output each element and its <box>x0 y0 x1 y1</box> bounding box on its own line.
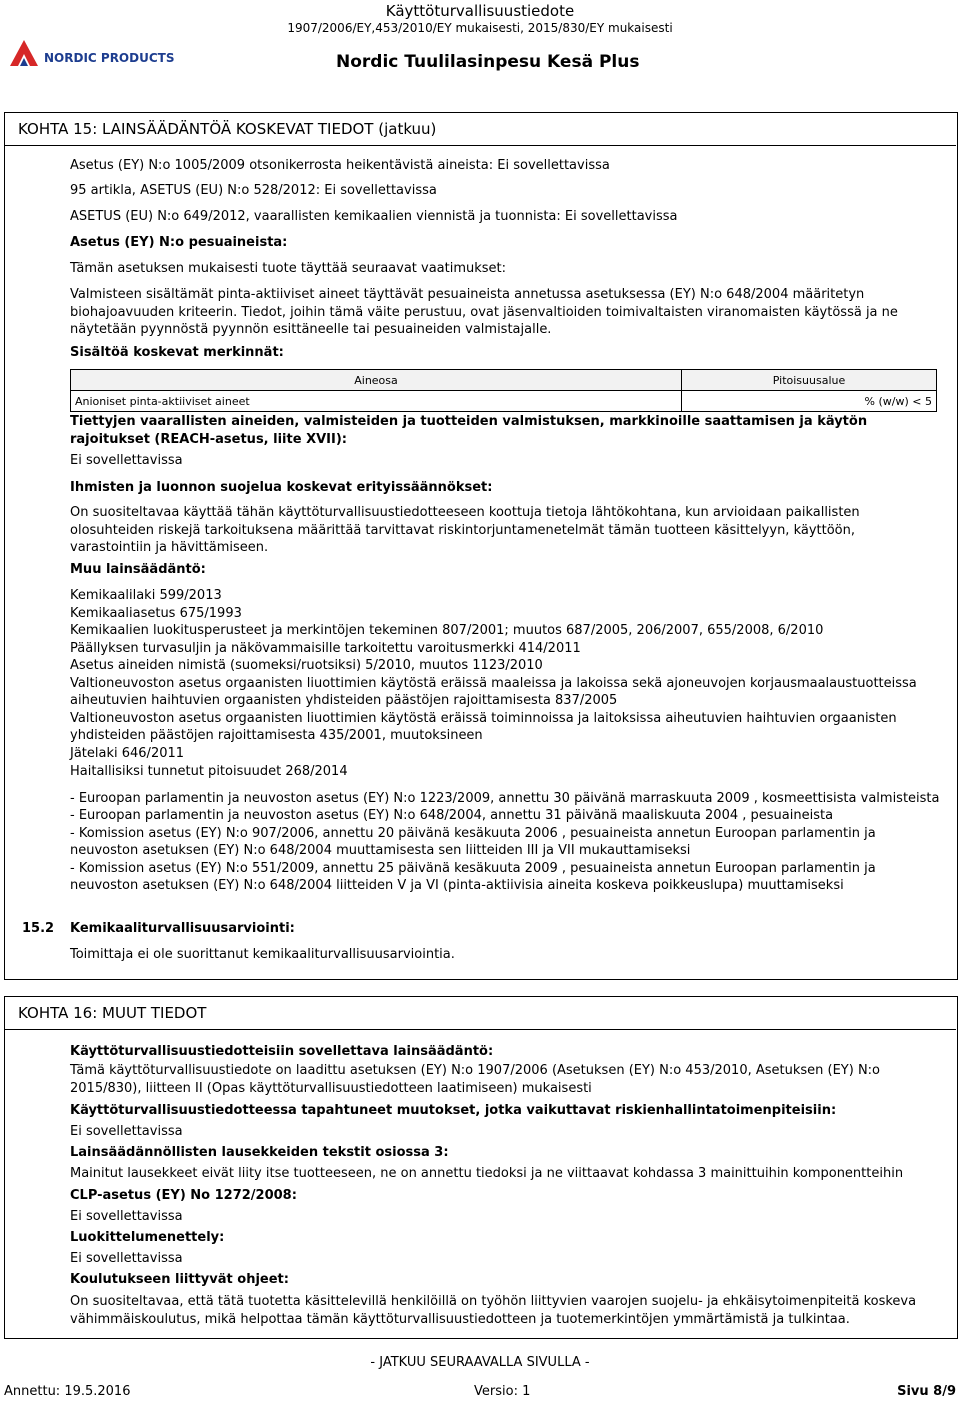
legislation-line: Haitallisiksi tunnetut pitoisuudet 268/2014 <box>70 764 348 779</box>
labelling-heading: Sisältöä koskevat merkinnät: <box>70 345 284 360</box>
nordic-products-logo <box>6 36 178 72</box>
section-16-title: KOHTA 16: MUUT TIEDOT <box>18 1004 207 1022</box>
legislation-line: Päällyksen turvasuljin ja näkövammaisille tarkoitettu varoitusmerkki 414/2011 <box>70 641 581 656</box>
subsection-number: 15.2 <box>22 921 55 936</box>
continue-note: - JATKUU SEURAAVALLA SIVULLA - <box>370 1355 590 1370</box>
section3-phrases-heading: Lainsäädännöllisten lausekkeiden tekstit osiossa 3: <box>70 1145 449 1160</box>
legislation-line: Jätelaki 646/2011 <box>70 746 185 761</box>
product-name: Nordic Tuulilasinpesu Kesä Plus <box>336 52 640 72</box>
issued-date: Annettu: 19.5.2016 <box>4 1384 131 1399</box>
section-15-title: KOHTA 15: LAINSÄÄDÄNTÖÄ KOSKEVAT TIEDOT (jatkuu) <box>18 120 437 138</box>
ingredients-table <box>70 369 937 412</box>
document-title: Käyttöturvallisuustiedote <box>385 2 575 20</box>
detergent-intro: Tämän asetuksen mukaisesti tuote täyttää seuraavat vaatimukset: <box>70 261 507 276</box>
eu-regulation-line: - Euroopan parlamentin ja neuvoston asetus (EY) N:o 1223/2009, annettu 30 päivänä marraskuuta 2009 , kosmeettisista valmisteista <box>70 791 940 806</box>
eu-regulation-line: neuvoston asetuksen (EY) N:o 648/2004 muuttamisesta sen liitteiden III ja VII mukauttamiseksi <box>70 843 691 858</box>
sds-legislation-text: Tämä käyttöturvallisuustiedote on laadittu asetuksen (EY) N:o 1907/2006 (Asetuksen (EY) N:o 453/2010, Asetuksen (EY) N:o 2015/830), liitteen II (Opas käyttöturvallisuustiedotteen laatimiseen) mukaisesti <box>70 1063 881 1096</box>
restrictions-heading: Tiettyjen vaarallisten aineiden, valmisteiden ja tuotteiden valmistuksen, markkinoille saattamisen ja käytön rajoitukset (REACH-asetus, liite XVII): <box>70 414 868 447</box>
table-header-concentration: Pitoisuusalue <box>682 370 937 391</box>
detergent-heading: Asetus (EY) N:o pesuaineista: <box>70 235 288 250</box>
version: Versio: 1 <box>474 1384 531 1399</box>
changes-value: Ei sovellettavissa <box>70 1124 183 1139</box>
subsection-heading: Kemikaaliturvallisuusarviointi: <box>70 921 295 936</box>
legislation-line: Kemikaaliasetus 675/1993 <box>70 606 242 621</box>
training-text: On suositeltavaa, että tätä tuotetta käsittelevillä henkilöillä on työhön liittyvien vaarojen suojelu- ja ehkäisytoimenpiteitä koskeva vähimmäiskoulutus, mikä helpottaa tämän käyttöturvallisuustiedotteen ja tuotemerkintöjen ymmärtämistä ja tulkintaa. <box>70 1294 917 1327</box>
changes-heading: Käyttöturvallisuustiedotteessa tapahtuneet muutokset, jotka vaikuttavat riskienhallintatoimenpiteisiin: <box>70 1103 837 1118</box>
ingredient-cell: Anioniset pinta-aktiiviset aineet <box>71 391 682 412</box>
classification-heading: Luokittelumenettely: <box>70 1230 225 1245</box>
table-header-ingredient: Aineosa <box>71 370 682 391</box>
clp-value: Ei sovellettavissa <box>70 1209 183 1224</box>
divider <box>4 1029 956 1030</box>
legislation-line: Kemikaalilaki 599/2013 <box>70 588 222 603</box>
sds-legislation-heading: Käyttöturvallisuustiedotteisiin sovellettava lainsäädäntö: <box>70 1044 494 1059</box>
detergent-text: Valmisteen sisältämät pinta-aktiiviset aineet täyttävät pesuaineista annetussa asetuksessa (EY) N:o 648/2004 määritetyn biohajoavuuden kriteerin. Tiedot, joihin tämä väite perustuu, ovat jäsenvaltioiden toimivaltaisten viranomaisten käytössä ja ne näytetään pyynnöstä pyynnön esittäneelle tai pesuaineiden valmistajalle. <box>70 287 898 337</box>
section3-phrases-text: Mainitut lausekkeet eivät liity itse tuotteeseen, ne on annettu tiedoksi ja ne viittaavat kohdassa 3 mainittuihin komponentteihin <box>70 1166 904 1181</box>
eu-regulation-line: - Euroopan parlamentin ja neuvoston asetus (EY) N:o 648/2004, annettu 31 päivänä maaliskuuta 2004 , pesuaineista <box>70 808 834 823</box>
svg-text:NORDIC PRODUCTS: NORDIC PRODUCTS <box>44 51 175 65</box>
divider <box>4 145 956 146</box>
eu-regulation-line: neuvoston asetuksen (EY) N:o 648/2004 liitteiden V ja VI (pinta-aktiivisia aineita koskeva poikkeuslupa) muuttamiseksi <box>70 878 844 893</box>
page-number: Sivu 8/9 <box>897 1384 956 1399</box>
training-heading: Koulutukseen liittyvät ohjeet: <box>70 1272 289 1287</box>
other-legislation-heading: Muu lainsäädäntö: <box>70 562 206 577</box>
legislation-line: yhdisteiden päästöjen rajoittamisesta 435/2001, muutoksineen <box>70 728 483 743</box>
subsection-text: Toimittaja ei ole suorittanut kemikaaliturvallisuusarviointia. <box>70 947 455 962</box>
protection-heading: Ihmisten ja luonnon suojelua koskevat erityissäännökset: <box>70 480 493 495</box>
concentration-cell: % (w/w) < 5 <box>682 391 937 412</box>
regulation-line: Asetus (EY) N:o 1005/2009 otsonikerrosta heikentävistä aineista: Ei sovellettavissa <box>70 158 610 173</box>
protection-text: On suositeltavaa käyttää tähän käyttöturvallisuustiedotteeseen koottuja tietoja lähtökohtana, kun arvioidaan paikallisten olosuhteiden riskejä tarkoituksena määrittää tarvittavat riskintorjuntamenetelmät tämän tuotteen käsittelyyn, käyttöön, varastointiin ja hävittämiseen. <box>70 505 860 555</box>
restrictions-value: Ei sovellettavissa <box>70 453 183 468</box>
regulation-subtitle: 1907/2006/EY,453/2010/EY mukaisesti, 2015/830/EY mukaisesti <box>287 21 673 35</box>
table-row <box>71 391 937 412</box>
eu-regulation-line: - Komission asetus (EY) N:o 907/2006, annettu 20 päivänä kesäkuuta 2006 , pesuaineista annetun Euroopan parlamentin ja <box>70 826 876 841</box>
legislation-line: Asetus aineiden nimistä (suomeksi/ruotsiksi) 5/2010, muutos 1123/2010 <box>70 658 543 673</box>
legislation-line: Valtioneuvoston asetus orgaanisten liuottimien käytöstä eräissä maaleissa ja lakoissa sekä ajoneuvojen korjausmaalaustuotteissa <box>70 676 917 691</box>
classification-value: Ei sovellettavissa <box>70 1251 183 1266</box>
legislation-line: Valtioneuvoston asetus orgaanisten liuottimien käytöstä eräissä toiminnoissa ja laitoksissa aiheutuvien haihtuvien orgaanisten <box>70 711 897 726</box>
eu-regulation-line: - Komission asetus (EY) N:o 551/2009, annettu 25 päivänä kesäkuuta 2009 , pesuaineista annetun Euroopan parlamentin ja <box>70 861 876 876</box>
clp-heading: CLP-asetus (EY) No 1272/2008: <box>70 1188 297 1203</box>
regulation-line: ASETUS (EU) N:o 649/2012, vaarallisten kemikaalien viennistä ja tuonnista: Ei sovellettavissa <box>70 209 678 224</box>
legislation-line: Kemikaalien luokitusperusteet ja merkintöjen tekeminen 807/2001; muutos 687/2005, 206/2007, 655/2008, 6/2010 <box>70 623 824 638</box>
legislation-line: aiheutuvien haihtuvien orgaanisten yhdisteiden päästöjen rajoittamisesta 837/2005 <box>70 693 618 708</box>
regulation-line: 95 artikla, ASETUS (EU) N:o 528/2012: Ei sovellettavissa <box>70 183 437 198</box>
